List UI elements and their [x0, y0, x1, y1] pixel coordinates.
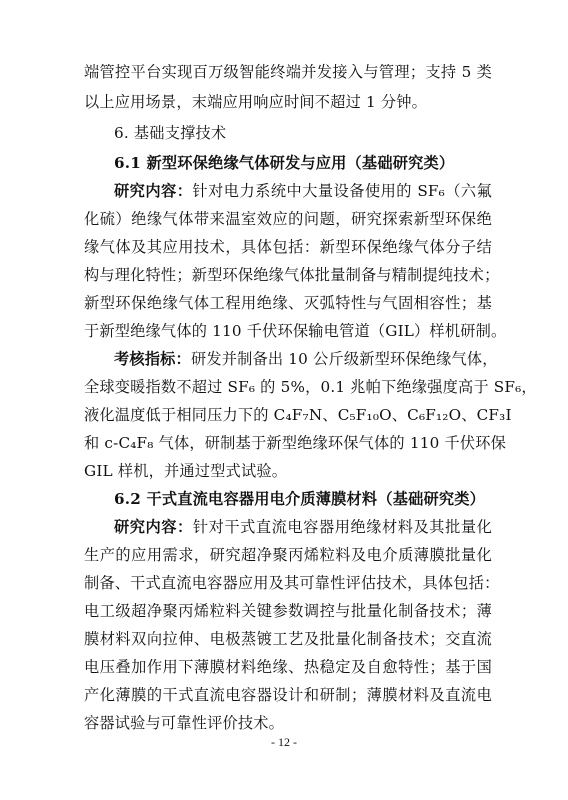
paragraph-line: GIL 样机，并通过型式试验。 [84, 462, 288, 480]
paragraph-line: 液化温度低于相同压力下的 C₄F₇N、C₅F₁₀O、C₆F₁₂O、CF₃I [84, 406, 512, 424]
paragraph-line: 膜材料双向拉伸、电极蒸镀工艺及批量化制备技术；交直流 [84, 630, 492, 648]
paragraph-line: 电工级超净聚丙烯粒料关键参数调控与批量化制备技术；薄 [84, 602, 492, 620]
paragraph-line: 产化薄膜的干式直流电容器设计和研制；薄膜材料及直流电 [84, 686, 492, 704]
paragraph-line: 于新型绝缘气体的 110 千伏环保输电管道（GIL）样机研制。 [84, 322, 507, 340]
paragraph-line: 制备、干式直流电容器应用及其可靠性评估技术，具体包括： [84, 574, 500, 592]
paragraph-line: 构与理化特性；新型环保绝缘气体批量制备与精制提纯技术； [84, 266, 500, 284]
paragraph-line: 容器试验与可靠性评价技术。 [84, 714, 285, 732]
paragraph-text: 研发并制备出 10 公斤级新型环保绝缘气体， [190, 350, 498, 368]
paragraph-line: 全球变暖指数不超过 SF₆ 的 5%，0.1 兆帕下绝缘强度高于 SF₆， [84, 378, 537, 396]
page-number: - 12 - [271, 735, 297, 749]
paragraph-line: 新型环保绝缘气体工程用绝缘、灭弧特性与气固相容性；基 [84, 294, 492, 312]
paragraph-text: 针对干式直流电容器用绝缘材料及其批量化 [192, 518, 492, 536]
paragraph-line: 以上应用场景，末端应用响应时间不超过 1 分钟。 [84, 93, 428, 111]
research-content-first-line [114, 177, 492, 205]
research-content-label: 研究内容： [114, 182, 193, 200]
subsection-heading: 6.2 干式直流电容器用电介质薄膜材料（基础研究类） [114, 490, 486, 508]
paragraph-text: 针对电力系统中大量设备使用的 SF₆（六氟 [192, 182, 492, 200]
paragraph-line: 和 c-C₄F₈ 气体，研制基于新型绝缘环保气体的 110 千伏环保 [84, 434, 507, 452]
research-content-first-line [114, 513, 492, 541]
paragraph-line: 端管控平台实现百万级智能终端并发接入与管理；支持 5 类 [84, 63, 492, 81]
paragraph-line: 电压叠加作用下薄膜材料绝缘、热稳定及自愈特性；基于国 [84, 658, 492, 676]
assessment-indicator-label: 考核指标： [114, 350, 191, 368]
subsection-heading: 6.1 新型环保绝缘气体研发与应用（基础研究类） [114, 154, 455, 172]
paragraph-line: 缘气体及其应用技术，具体包括：新型环保绝缘气体分子结 [84, 238, 492, 256]
paragraph-line: 生产的应用需求，研究超净聚丙烯粒料及电介质薄膜批量化 [84, 546, 492, 564]
assessment-indicator-first-line [114, 345, 498, 373]
paragraph-line: 化硫）绝缘气体带来温室效应的问题，研究探索新型环保绝 [84, 210, 492, 228]
research-content-label: 研究内容： [114, 518, 193, 536]
section-heading: 6. 基础支撑技术 [114, 124, 227, 142]
